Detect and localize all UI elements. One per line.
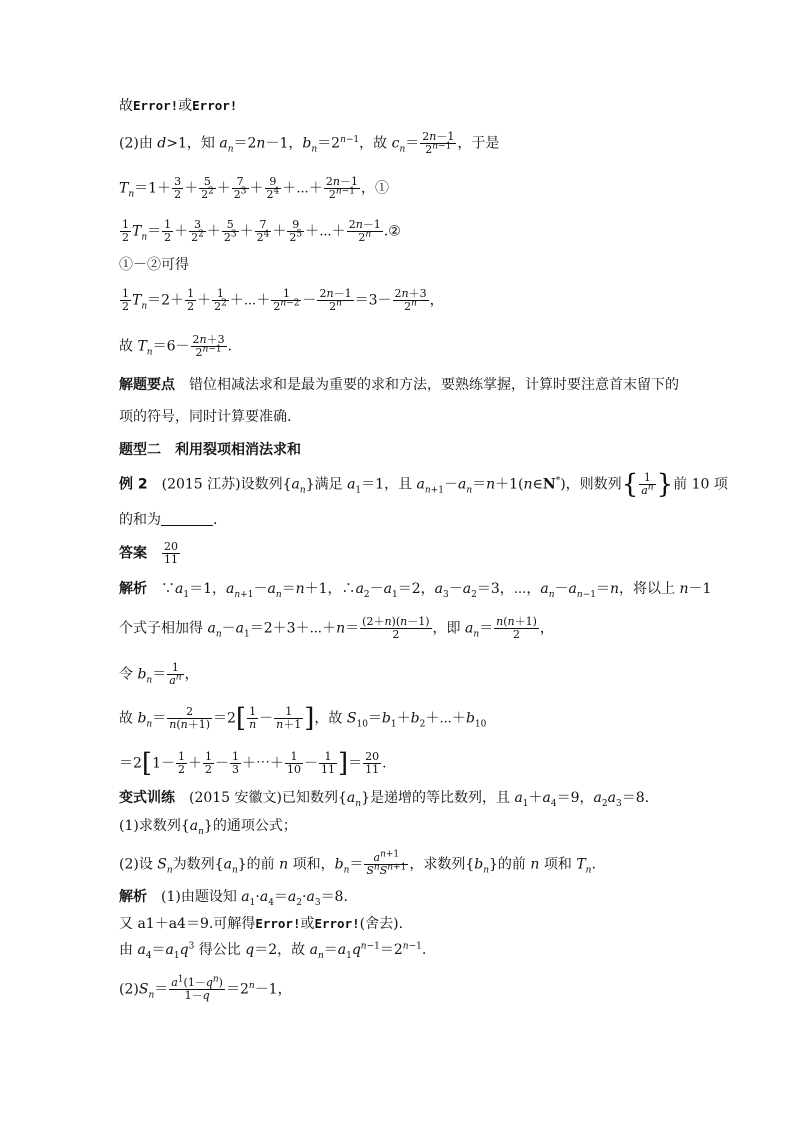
line-half-tn-series: $\frac{1}{2}$ $T_n=$ $\frac{1}{2}$ ＋ $\frac{3}{2^2}$ ＋ $\frac{5}{2^3}$ ＋ $\frac{7}{2^4}$ ＋ $\frac{9}{2^5}$ ＋⋯＋ $\frac{2n-1}{2^n}$ .② bbox=[122, 218, 401, 244]
line-part2-setup: (2)由 d>1，知 $a_n=2n-1$，$b_n=2^{n-1}$，故 $c_n=$ $\frac{2n-1}{2^{n-1}}$ ，于是 bbox=[119, 130, 500, 156]
line-analysis-2: 个式子相加得 $a_n-a_1=2+3+\cdots+n=$ $\frac{(2+n)(n-1)}{2}$ ，即 $a_n=$ $\frac{n(n+1)}{2}$ ， bbox=[119, 615, 554, 641]
line-variant-q1: (1)求数列$\{a_n\}$的通项公式； bbox=[119, 818, 297, 837]
line-bn-def: 令 $b_n=$ $\frac{1}{a^n}$ ， bbox=[119, 661, 199, 687]
section-heading-type2: 题型二 利用裂项相消法求和 bbox=[119, 442, 301, 458]
line-example2: 例 2 (2015 江苏)设数列$\{a_n\}$满足 $a_1=1$，且 $a_{n+1}-a_n=n+1(n\in N^*)$，则数列{ $\frac{1}{a^n}$ }前 10 项 bbox=[119, 469, 728, 500]
line-variant-q2: (2)设 $S_n$为数列$\{a_n\}$的前 n 项和，$b_n=$ $\frac{a^{n+1}}{S^nS^{n+1}}$ ，求数列$\{b_n\}$的前 n 项和 $T_n$. bbox=[119, 849, 596, 877]
line-tips: 解题要点 错位相减法求和是最为重要的求和方法，要熟练掌握，计算时要注意首末留下的 bbox=[119, 377, 679, 393]
line-bn-split: 故 $b_n=$ $\frac{2}{n(n+1)}$ ＝2[ $\frac{1}{n}$ － $\frac{1}{n+1}$ ]，故 $S_{10}=b_1+b_2+\cdots+b_{10}$ bbox=[119, 703, 487, 734]
line-half-tn-result: $\frac{1}{2}$ $T_n=2+$ $\frac{1}{2}$ ＋ $\frac{1}{2^2}$ ＋⋯＋ $\frac{1}{2^{n-2}}$ － $\frac{2n-1}{2^n}$ ＝3－ $\frac{2n+3}{2^n}$ ， bbox=[122, 287, 444, 313]
line-analysis-1: 解析 $\because a_1=1$，$a_{n+1}-a_n=n+1$，$\therefore a_2-a_1=2$，$a_3-a_2=3$，⋯，$a_n-a_{n-1}=n$，将以上 n－1 bbox=[119, 581, 712, 600]
line-solution-2: 又 a1＋a4＝9.可解得Error!或Error!(舍去). bbox=[119, 916, 404, 932]
line-tn-series: $T_n=1+$ $\frac{3}{2}$ ＋ $\frac{5}{2^2}$ ＋ $\frac{7}{2^3}$ ＋ $\frac{9}{2^4}$ ＋⋯＋ $\frac{2n-1}{2^{n-1}}$ ，① bbox=[119, 175, 389, 201]
line-tips-cont: 项的符号，同时计算要准确. bbox=[119, 409, 292, 425]
line-error-result: 故Error!或Error! bbox=[119, 98, 238, 114]
line-answer: 答案 $\frac{20}{11}$ bbox=[119, 540, 178, 566]
line-example2-blank: 的和为 . bbox=[119, 512, 218, 528]
line-solution-1: 解析 (1)由题设知 $a_1\cdot a_4=a_2\cdot a_3=8$. bbox=[119, 889, 348, 908]
line-tn-final: 故 $T_n=6-$ $\frac{2n+3}{2^{n-1}}$ . bbox=[119, 333, 233, 359]
line-subtract: ①－②可得 bbox=[119, 257, 189, 273]
line-solution-sn: $(2)S_n=$ $\frac{a^1(1-q^n)}{1-q}$ $=2^n-1$， bbox=[119, 974, 292, 1002]
line-solution-3: 由 $a_4=a_1q^3$ 得公比 q＝2，故 $a_n=a_1q^{n-1}=2^{n-1}$. bbox=[119, 941, 427, 961]
answer-blank bbox=[161, 513, 213, 526]
line-s10-result: ＝2[1－ $\frac{1}{2}$ ＋ $\frac{1}{2}$ － $\frac{1}{3}$ ＋⋯＋ $\frac{1}{10}$ － $\frac{1}{11}$ ]＝ $\frac{20}{11}$ . bbox=[119, 748, 387, 779]
line-variant-training: 变式训练 (2015 安徽文)已知数列$\{a_n\}$是递增的等比数列，且 $a_1+a_4=9$，$a_2a_3=8$. bbox=[119, 790, 650, 809]
